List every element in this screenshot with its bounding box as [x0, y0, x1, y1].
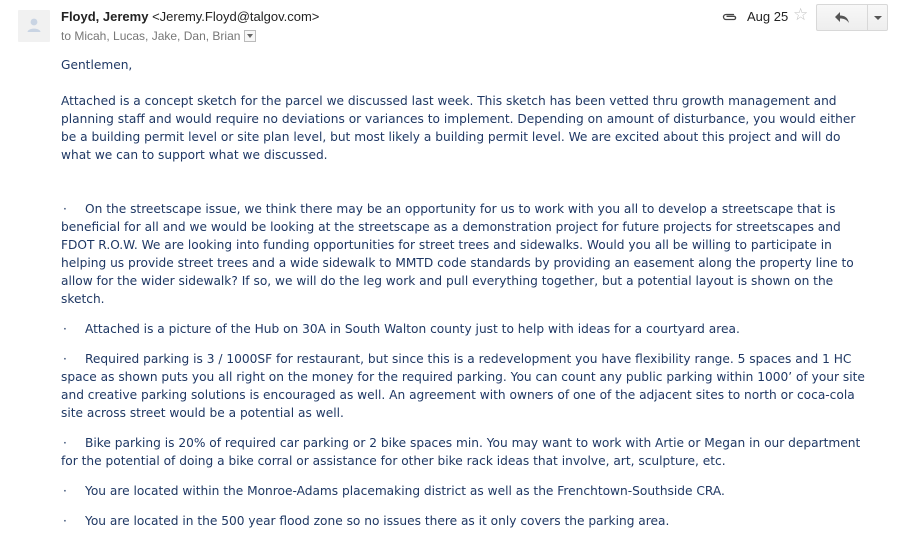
bullet-text: You are located in the 500 year flood zone so no issues there as it only covers the parking area.: [85, 514, 670, 528]
message-date: Aug 25: [747, 9, 789, 24]
star-icon[interactable]: ☆: [793, 5, 809, 24]
sender-avatar: [18, 10, 50, 42]
sender-name[interactable]: Floyd, Jeremy: [61, 9, 149, 24]
bullet-text: Bike parking is 20% of required car parking or 2 bike spaces min. You may want to work with Artie or Megan in our department for the potential of doing a bike corral or assistance for other bike rack ideas that involve, art, sculpture, etc.: [61, 436, 861, 468]
reply-icon: [834, 11, 850, 24]
bullet-mark: ·: [63, 202, 67, 216]
show-details-dropdown-icon[interactable]: [244, 30, 256, 42]
person-icon: [18, 10, 50, 42]
bullet-mark: ·: [63, 484, 67, 498]
bullet-text: Attached is a picture of the Hub on 30A in South Walton county just to help with ideas for a courtyard area.: [85, 322, 740, 336]
sender-email: <Jeremy.Floyd@talgov.com>: [152, 9, 320, 24]
message-body: [61, 56, 873, 542]
intro-paragraph: Attached is a concept sketch for the parcel we discussed last week. This sketch has been vetted thru growth management and planning staff and would require no deviations or variances to implement. Depending on amount of disturbance, you would either be a building permit level or site plan level, but most likely a building permit level. We are excited about this project and will do what we can to support what we discussed.: [61, 94, 856, 162]
bullet-item: [61, 200, 873, 308]
recipients-line: [61, 29, 256, 43]
reply-button-group: [816, 4, 888, 31]
bullet-text: On the streetscape issue, we think there may be an opportunity for us to work with you all to develop a streetscape that is beneficial for all and we would be looking at the streetscape as a demonstration project for future projects for streetscapes and FDOT R.O.W. We are looking into funding opportunities for street trees and sidewalks. Would you all be willing to participate in helping us provide street trees and a wide sidewalk to MMTD code standards by providing an easement along the property line to allow for the wider sidewalk? If so, we will do the leg work and pull everything together, but a potential layout is shown on the sketch.: [61, 202, 854, 306]
bullet-mark: ·: [63, 322, 67, 336]
bullet-text: You are located within the Monroe-Adams placemaking district as well as the Frenchtown-Southside CRA.: [85, 484, 725, 498]
paperclip-icon: [721, 10, 739, 28]
bullet-text: Required parking is 3 / 1000SF for restaurant, but since this is a redevelopment you have flexibility range. 5 spaces and 1 HC space as shown puts you all right on the money for the required parking. You can count any public parking within 1000’ of your site and creative parking solutions is encouraged as well. An agreement with owners of one of the adjacent sites to north or coca-cola site across street would be a potential as well.: [61, 352, 865, 420]
bullet-item: [61, 320, 873, 338]
bullet-item: [61, 482, 873, 500]
recipients-text: to Micah, Lucas, Jake, Dan, Brian: [61, 29, 241, 43]
bullet-item: [61, 350, 873, 422]
more-options-button[interactable]: [867, 5, 888, 30]
reply-button[interactable]: [817, 5, 867, 30]
bullet-item: [61, 434, 873, 470]
bullet-item: [61, 512, 873, 530]
bullet-mark: ·: [63, 514, 67, 528]
sender-line: [61, 9, 319, 24]
bullet-mark: ·: [63, 352, 67, 366]
greeting: Gentlemen,: [61, 58, 133, 72]
bullet-mark: ·: [63, 436, 67, 450]
